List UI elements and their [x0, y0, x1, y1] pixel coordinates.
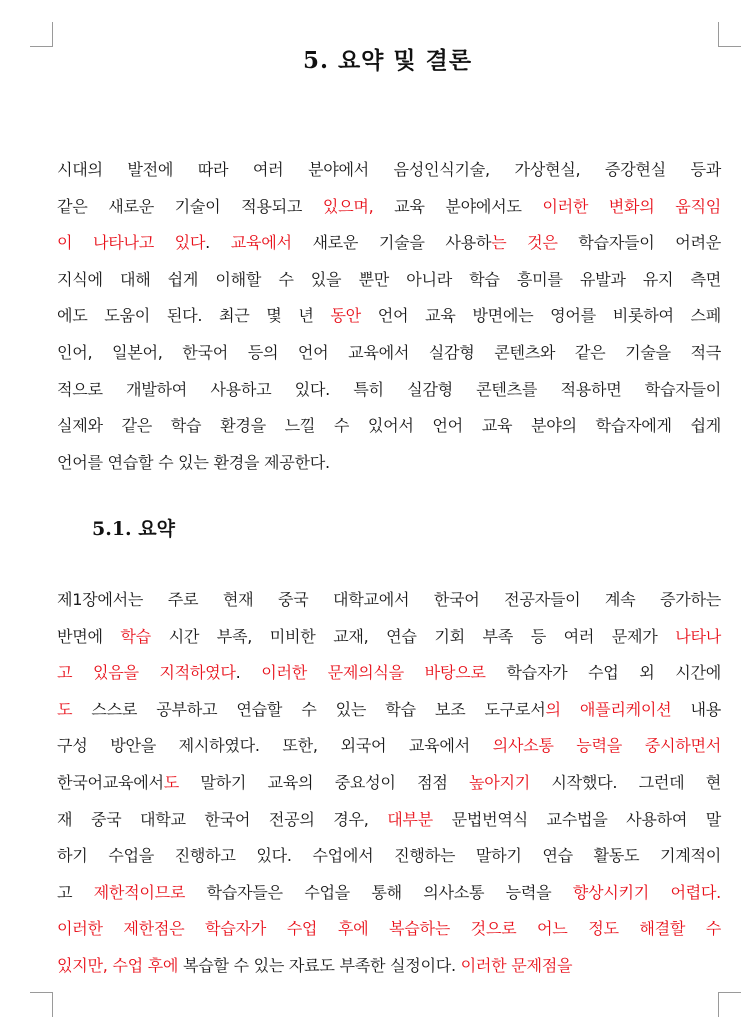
text-line — [57, 225, 721, 262]
highlighted-text: 의사소통 능력을 중시하면서 — [492, 736, 721, 756]
highlighted-text: 나타나 — [675, 626, 721, 646]
text-run: 제1장에서는 주로 현재 중국 대학교에서 한국어 전공자들이 계속 증가하는 — [57, 590, 721, 609]
text-run: 학습자가 수업 외 시간에 — [485, 663, 721, 683]
text-run: 시작했다. 그런데 현 — [529, 772, 721, 792]
text-line — [57, 408, 721, 445]
highlighted-text: 이러한 제한점은 학습자가 수업 후에 복습하는 것으로 어느 정도 해결할 수 — [57, 919, 721, 939]
text-line — [57, 948, 721, 985]
highlighted-text: 이러한 변화의 움직임 — [542, 196, 721, 216]
text-run: 같은 새로운 기술이 적용되고 — [57, 196, 323, 216]
text-run: 학습자들이 어려운 — [557, 233, 721, 253]
highlighted-text: 도 — [163, 772, 179, 792]
text-run: 인어, 일본어, 한국어 등의 언어 교육에서 실감형 콘텐츠와 같은 기술을 적극 — [57, 342, 721, 362]
text-line — [57, 189, 721, 226]
text-line — [57, 372, 721, 409]
text-line — [57, 298, 721, 335]
text-run: 내용 — [671, 699, 721, 719]
text-run: 에도 도움이 된다. 최근 몇 년 — [57, 306, 331, 326]
highlighted-text: 있으며, — [322, 196, 374, 216]
text-line — [57, 445, 721, 482]
highlighted-text: 고 있음을 지적하였다 — [57, 663, 236, 683]
highlighted-text: 동안 — [330, 306, 361, 326]
text-run: 한국어교육에서 — [57, 772, 164, 792]
text-line — [57, 655, 721, 692]
highlighted-text: 이 나타나고 있다 — [57, 233, 206, 253]
text-run: 스스로 공부하고 연습할 수 있는 학습 보조 도구로서 — [72, 699, 546, 719]
text-line — [57, 152, 721, 189]
text-line — [57, 335, 721, 372]
highlighted-text: 이러한 문제의식을 바탕으로 — [261, 663, 486, 683]
text-line — [57, 802, 721, 839]
highlighted-text: 높아지기 — [468, 772, 530, 792]
highlighted-text: 향상시키기 어렵다. — [572, 882, 721, 902]
text-line — [57, 911, 721, 948]
text-run: 지식에 대해 쉽게 이해할 수 있을 뿐만 아니라 학습 흥미를 유발과 유지 측면 — [57, 269, 721, 289]
highlighted-text: 학습 — [120, 626, 151, 646]
text-run: 학습자들은 수업을 통해 의사소통 능력을 — [185, 882, 573, 902]
text-run: 언어 교육 방면에는 영어를 비롯하여 스페 — [360, 306, 721, 326]
text-run: 실제와 같은 학습 환경을 느낄 수 있어서 언어 교육 분야의 학습자에게 쉽게 — [57, 416, 721, 436]
text-run: 하기 수업을 진행하고 있다. 수업에서 진행하는 말하기 연습 활동도 기계적이 — [57, 846, 721, 866]
text-run: 고 — [57, 882, 94, 902]
text-line — [57, 728, 721, 765]
body-paragraph-2 — [57, 582, 721, 985]
text-line — [57, 765, 721, 802]
text-line — [57, 838, 721, 875]
text-run: 복습할 수 있는 자료도 부족한 실정이다. — [178, 955, 461, 975]
highlighted-text: 의 애플리케이션 — [545, 699, 672, 719]
text-run: 시간 부족, 미비한 교재, 연습 기회 부족 등 여러 문제가 — [150, 626, 676, 646]
body-paragraph-1 — [57, 152, 721, 481]
text-run: 반면에 — [57, 626, 121, 646]
text-run: . — [205, 233, 231, 253]
text-run: 시대의 발전에 따라 여러 분야에서 음성인식기술, 가상현실, 증강현실 등과 — [57, 160, 721, 179]
highlighted-text: 는 것은 — [491, 233, 558, 253]
page-corner-mark-bottom-right — [718, 992, 741, 1017]
highlighted-text: 대부분 — [387, 809, 433, 829]
page-corner-mark-bottom-left — [30, 992, 53, 1017]
highlighted-text: 있지만, 수업 후에 — [57, 955, 179, 975]
text-run: 언어를 연습할 수 있는 환경을 제공한다. — [57, 452, 330, 472]
text-line — [57, 262, 721, 299]
text-run: . — [235, 663, 262, 683]
text-line — [57, 875, 721, 912]
highlighted-text: 교육에서 — [230, 233, 292, 253]
text-run: 새로운 기술을 사용하 — [291, 233, 492, 253]
text-line — [57, 692, 721, 729]
text-run: 구성 방안을 제시하였다. 또한, 외국어 교육에서 — [57, 736, 493, 756]
highlighted-text: 이러한 문제점을 — [460, 955, 573, 975]
highlighted-text: 제한적이므로 — [93, 882, 186, 902]
highlighted-text: 도 — [57, 699, 73, 719]
text-line — [57, 619, 721, 656]
text-run: 적으로 개발하여 사용하고 있다. 특히 실감형 콘텐츠를 적용하면 학습자들이 — [57, 379, 721, 399]
text-run: 재 중국 대학교 한국어 전공의 경우, — [57, 809, 388, 829]
section-heading: 5.1. 요약 — [92, 518, 175, 540]
text-line — [57, 582, 721, 619]
chapter-heading: 5. 요약 및 결론 — [302, 47, 473, 74]
text-run: 문법번역식 교수법을 사용하여 말 — [432, 809, 721, 829]
text-run: 말하기 교육의 중요성이 점점 — [178, 772, 469, 792]
text-run: 교육 분야에서도 — [373, 196, 543, 216]
